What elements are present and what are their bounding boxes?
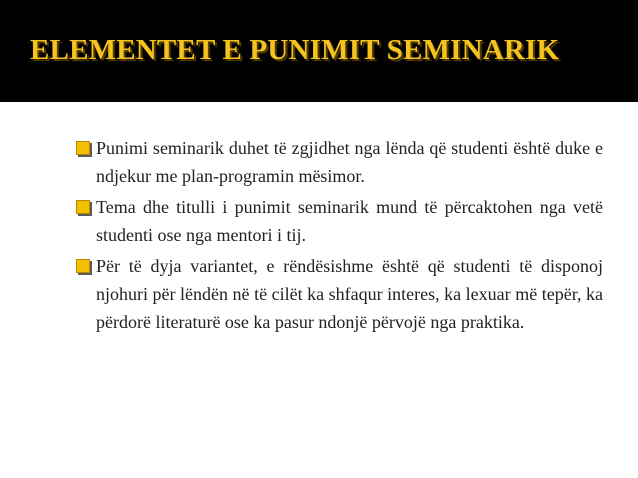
bullet-item [75,252,603,336]
square-bullet-icon [76,200,90,214]
square-bullet-icon [76,141,90,155]
title-bar [0,0,638,102]
bullet-text: Punimi seminarik duhet të zgjidhet nga lënda që studenti është duke e ndjekur me plan-programin mësimor. [96,138,603,186]
slide-title: ELEMENTET E PUNIMIT SEMINARIK [30,34,560,66]
bullet-item [75,134,603,190]
bullet-text: Tema dhe titulli i punimit seminarik mund të përcaktohen nga vetë studenti ose nga mentori i tij. [96,197,603,245]
square-bullet-icon [76,259,90,273]
bullet-text: Për të dyja variantet, e rëndësishme është që studenti të disponoj njohuri për lëndën në të cilët ka shfaqur interes, ka lexuar më tepër, ka përdorë literaturë ose ka pasur ndonjë përvojë nga praktika. [96,256,603,332]
bullet-item [75,193,603,249]
bullet-list [75,134,603,339]
